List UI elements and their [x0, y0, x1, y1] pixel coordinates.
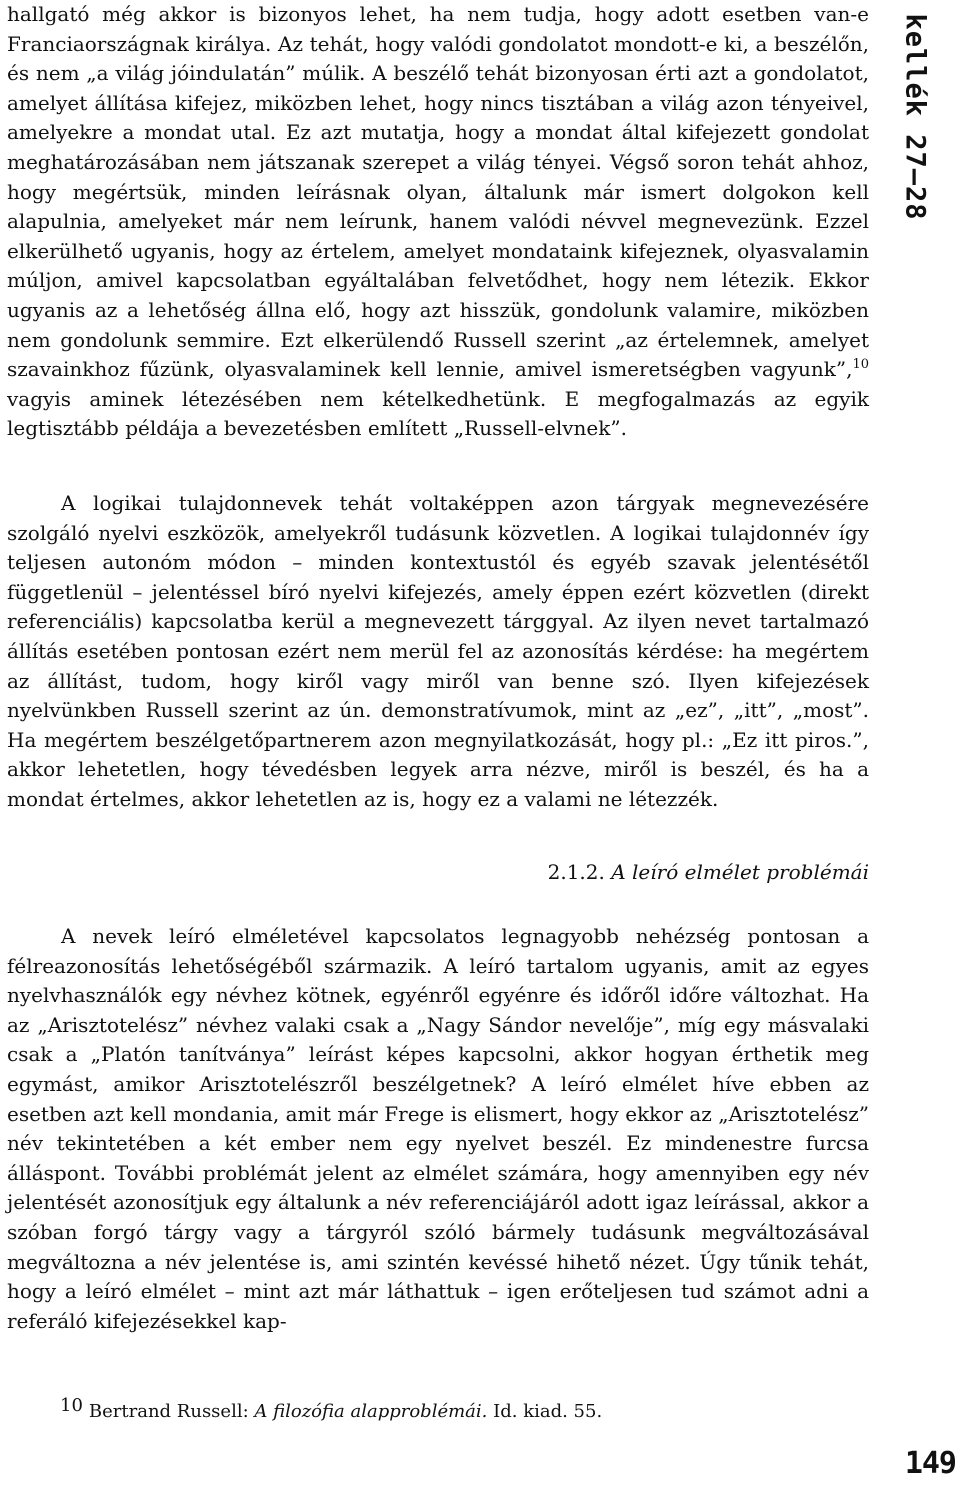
page-number: 149 — [904, 1446, 956, 1481]
journal-title: kellék 27–28 — [899, 13, 931, 221]
paragraph-1 — [7, 0, 869, 444]
footnote-reference: 10 — [852, 357, 869, 373]
footnote-title: A filozófia alapproblémái. — [254, 1401, 488, 1422]
section-title: A leíró elmélet problémái — [611, 860, 869, 884]
footnote-rest: Id. kiad. 55. — [487, 1401, 603, 1422]
section-number: 2.1.2. — [547, 860, 605, 884]
footnote — [60, 1393, 602, 1425]
section-heading — [548, 858, 869, 888]
paragraph-2-text: A logikai tulajdonnevek tehát voltaképpen azon tárgyak megnevezésére szolgáló nyelvi eszközök, amelyekről tudásunk közvetlen. A logikai tulajdonnév így teljesen autonóm módon – minden kontextustól és egyéb szavak jelentésétől függetlenül – jelentéssel bíró nyelvi kifejezés, amely éppen ezért közvetlen (direkt referenciális) kapcsolatba kerül a megnevezett tárggyal. Az ilyen nevet tartalmazó állítás esetében pontosan ezért nem merül fel az azonosítás kérdése: ha megértem az állítást, tudom, hogy kiről vagy miről van benne szó. Ilyen kifejezések nyelvünkben Russell szerint az ún. demonstratívumok, mint az „ez”, „itt”, „most”. Ha megértem beszélgetőpartnerem azon megnyilatkozását, hogy pl.: „Ez itt piros.”, akkor lehetetlen, hogy tévedésben legyek arra nézve, miről is beszél, és ha a mondat értelmes, akkor lehetetlen az is, hogy ez a valami ne létezzék. — [7, 491, 869, 811]
running-head — [870, 13, 960, 221]
paragraph-3-text: A nevek leíró elméletével kapcsolatos legnagyobb nehézség pontosan a félreazonosítás lehetőségéből származik. A leíró tartalom ugyanis, amit az egyes nyelvhasználók egy névhez kötnek, egyénről egyénre és időről időre változhat. Ha az „Arisztotelész” névhez valaki csak a „Nagy Sándor nevelője”, míg egy másvalaki csak a „Platón tanítványa” leírást képes kapcsolni, akkor hogyan érthetik meg egymást, amikor Arisztotelészről beszélgetnek? A leíró elmélet híve ebben az esetben azt kell mondania, amit már Frege is elismert, hogy ekkor az „Arisztotelész” név tekintetében a két ember nem egy nyelvet beszél. Ez mindenestre furcsa álláspont. További problémát jelent az elmélet számára, hogy amennyiben egy név jelentését azonosítjuk egy általunk a név referenciájáról adott igaz leírással, akkor a szóban forgó tárgy vagy a tárgyról szóló bármely tudásunk megváltozásával megváltozna a név jelentése is, ami szintén kevéssé hihető nézet. Úgy tűnik tehát, hogy a leíró elmélet – mint azt már láthattuk – igen erőteljesen tud számot adni a referáló kifejezésekkel kap- — [7, 924, 869, 1333]
paragraph-2 — [7, 489, 869, 815]
paragraph-1-text-b: vagyis aminek létezésében nem kételkedhetünk. E megfogalmazás az egyik legtisztább példája a bevezetésben említett „Russell-elvnek”. — [7, 386, 869, 441]
footnote-number: 10 — [60, 1395, 83, 1416]
paragraph-1-text-a: hallgató még akkor is bizonyos lehet, ha nem tudja, hogy adott esetben van-e Franciaországnak királya. Az tehát, hogy valódi gondolatot mondott-e ki, a beszélőn, és nem „a világ jóindulatán” múlik. A beszélő tehát bizonyosan érti azt a gondolatot, amelyet állítása kifejez, miközben lehet, hogy nincs tisztában a világ azon tényeivel, amelyekre a mondat utal. Ez azt mutatja, hogy a mondat által kifejezett gondolat meghatározásában nem játszanak szerepet a világ tényei. Végső soron tehát ahhoz, hogy megértsük, minden leírásnak olyan, általunk már ismert dolgokon kell alapulnia, amelyeket már nem leírunk, hanem valódi névvel megnevezünk. Ezzel elkerülhető ugyanis, hogy az értelem, amelyet mondataink kifejeznek, olyasvalamin múljon, amivel kapcsolatban egyáltalában felvetődhet, hogy nem létezik. Ekkor ugyanis az a lehetőség állna elő, hogy azt hisszük, gondolunk valamire, miközben nem gondolunk semmire. Ezt elkerülendő Russell szerint „az értelemnek, amelyet szavainkhoz fűzünk, olyasvalaminek kell lennie, amivel ismeretségben vagyunk”, — [7, 2, 869, 382]
footnote-author: Bertrand Russell: — [88, 1401, 255, 1422]
paragraph-3 — [7, 922, 869, 1336]
